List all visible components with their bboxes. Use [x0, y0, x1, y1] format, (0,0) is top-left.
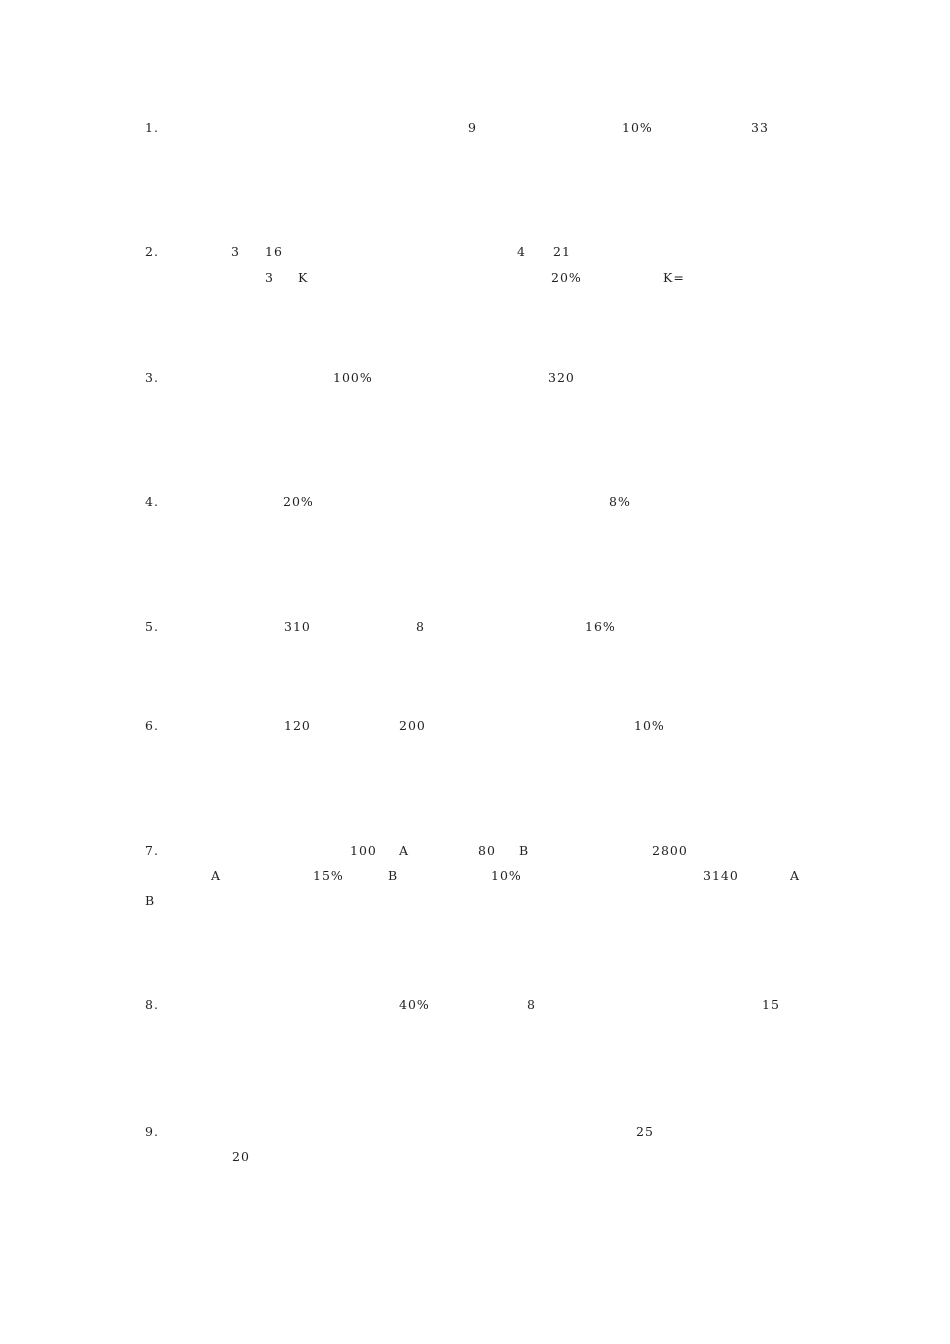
problem-2-line-2	[0, 268, 950, 288]
problem-number: 3.	[145, 370, 159, 385]
problem-3-line-1	[0, 368, 950, 388]
problem-1-line-2	[0, 145, 950, 165]
problem-8-line-2	[0, 1024, 950, 1044]
text-value: 120	[284, 718, 311, 733]
problem-4-line-2	[0, 518, 950, 538]
text-value: 8	[527, 997, 536, 1012]
text-value: 320	[548, 370, 575, 385]
problem-number: 8.	[145, 997, 159, 1012]
problem-1-line-1	[0, 118, 950, 138]
text-value: 10%	[622, 120, 653, 135]
text-value: 20%	[283, 494, 314, 509]
problem-4-line-1	[0, 492, 950, 512]
text-value: 20%	[551, 270, 582, 285]
problem-8-line-1	[0, 995, 950, 1015]
text-value: 4	[517, 244, 526, 259]
problem-number: 4.	[145, 494, 159, 509]
text-value: 200	[399, 718, 426, 733]
text-value: 21	[553, 244, 571, 259]
text-value: 9	[468, 120, 477, 135]
problem-9-line-1	[0, 1122, 950, 1142]
problem-number: 1.	[145, 120, 159, 135]
problem-9-line-2	[0, 1147, 950, 1167]
text-value: 80	[478, 843, 496, 858]
problem-5-line-1	[0, 617, 950, 637]
problem-7-line-2	[0, 866, 950, 886]
text-value: B	[145, 893, 156, 908]
problem-3-line-2	[0, 394, 950, 414]
text-value: 8%	[609, 494, 631, 509]
problem-number: 9.	[145, 1124, 159, 1139]
text-value: 2800	[652, 843, 688, 858]
problem-number: 2.	[145, 244, 159, 259]
problem-7-line-3	[0, 891, 950, 911]
text-value: 3	[265, 270, 274, 285]
problem-number: 7.	[145, 843, 159, 858]
text-value: 10%	[491, 868, 522, 883]
text-value: A	[211, 868, 222, 883]
text-value: 33	[751, 120, 769, 135]
text-value: A	[399, 843, 410, 858]
text-value: 3140	[703, 868, 739, 883]
text-value: 8	[416, 619, 425, 634]
text-value: 25	[636, 1124, 654, 1139]
problem-6-line-2	[0, 741, 950, 761]
text-value: 100%	[333, 370, 373, 385]
text-value: B	[519, 843, 530, 858]
text-value: 310	[284, 619, 311, 634]
text-value: A	[790, 868, 801, 883]
text-value: 15%	[313, 868, 344, 883]
problem-number: 6.	[145, 718, 159, 733]
text-value: 10%	[634, 718, 665, 733]
text-value: 20	[232, 1149, 250, 1164]
text-value: 3	[231, 244, 240, 259]
text-value: 16%	[585, 619, 616, 634]
problem-7-line-1	[0, 841, 950, 861]
text-value: 16	[265, 244, 283, 259]
text-value: 100	[350, 843, 377, 858]
text-value: 40%	[399, 997, 430, 1012]
problem-6-line-1	[0, 716, 950, 736]
text-value: K	[298, 270, 309, 285]
text-value: 15	[762, 997, 780, 1012]
problem-2-line-1	[0, 242, 950, 262]
problem-number: 5.	[145, 619, 159, 634]
text-value: B	[388, 868, 399, 883]
text-value: K=	[663, 270, 685, 285]
